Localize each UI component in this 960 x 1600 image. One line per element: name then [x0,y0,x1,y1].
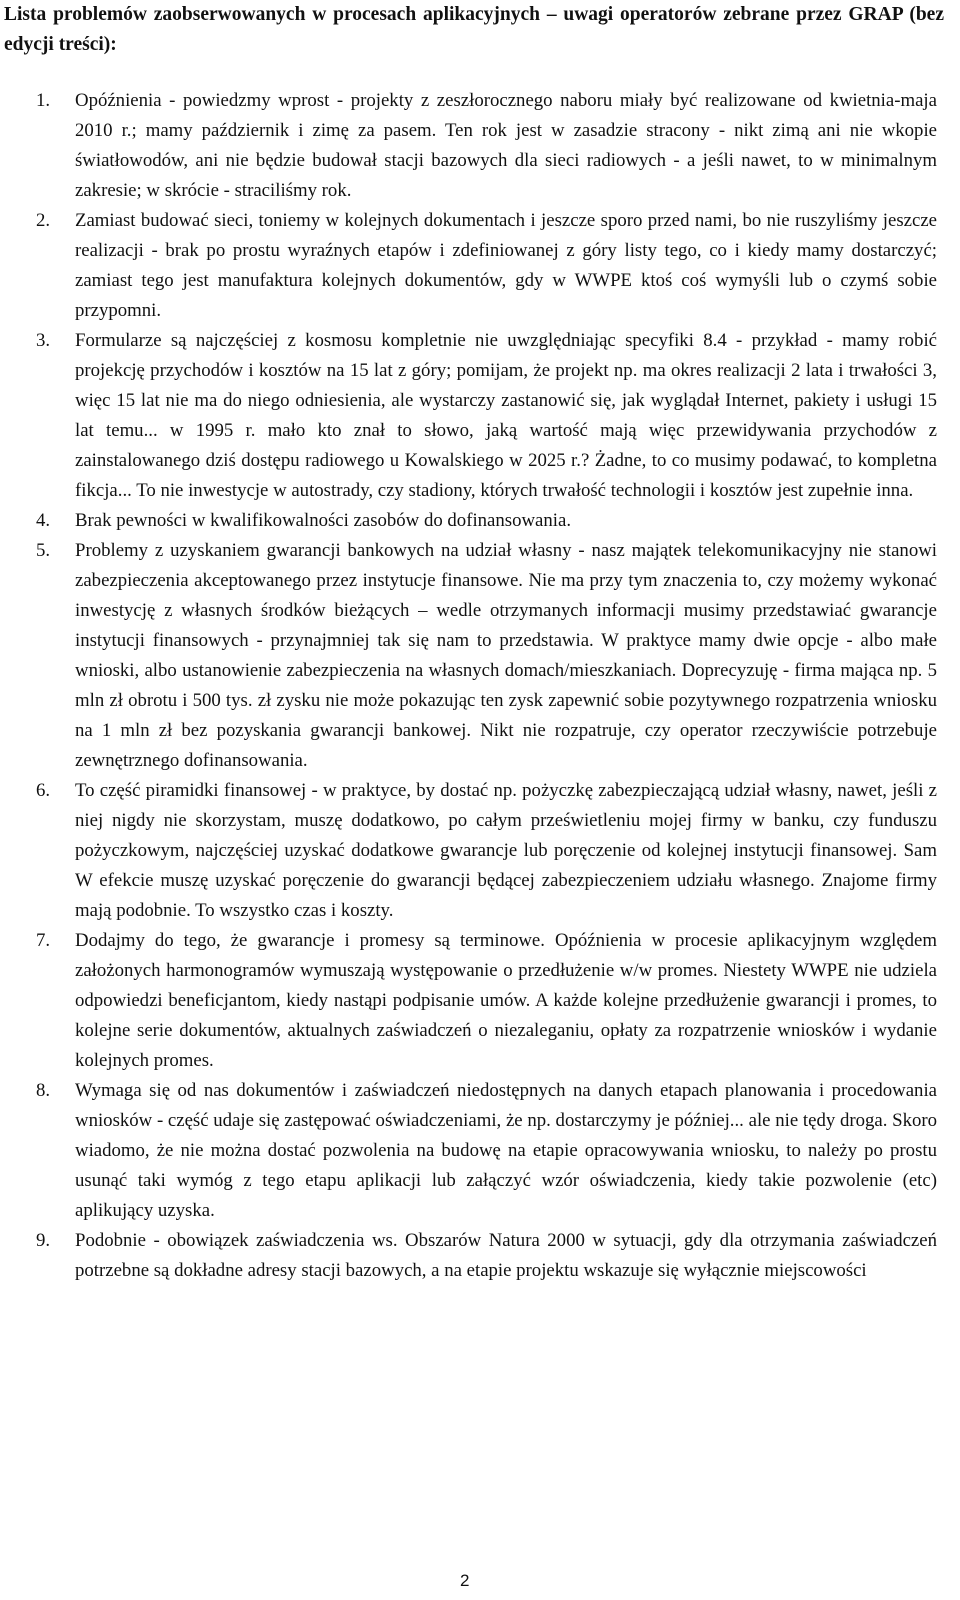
list-item-text: Opóźnienia - powiedzmy wprost - projekty z zeszłorocznego naboru miały być realizowane od kwietnia-maja 2010 r.; mamy październik i zimę za pasem. Ten rok jest w zasadzie stracony - nikt zimą ani nie wkopie światłowodów, ani nie będzie budował stacji bazowych dla sieci radiowych - a jeśli nawet, to w minimalnym zakresie; w skrócie - straciliśmy rok. [75,90,937,201]
list-item [0,1076,937,1226]
list-item-text: Wymaga się od nas dokumentów i zaświadczeń niedostępnych na danych etapach planowania i procedowania wniosków - część udaje się zastępować oświadczeniami, że np. dostarczymy je później... ale nie tędy droga. Skoro wiadomo, że nie można dostać pozwolenia na budowę na etapie opracowywania wniosku, to należy po prostu usunąć taki wymóg z tego etapu aplikacji lub załączyć wzór oświadczenia, kiedy takie pozwolenie (etc) aplikujący uzyska. [75,1080,937,1221]
list-item [0,926,937,1076]
list-item-text: To część piramidki finansowej - w praktyce, by dostać np. pożyczkę zabezpieczającą udział własny, nawet, jeśli z niej nigdy nie skorzystam, muszę dodatkowo, po całym prześwietleniu mojej firmy w banku, czy funduszu pożyczkowym, najczęściej uzyskać dodatkowe gwarancje lub poręczenie od kolejnej instytucji finansowej. Sam W efekcie muszę uzyskać poręczenie do gwarancji będącej zabezpieczeniem udziału własnego. Znajome firmy mają podobnie. To wszystko czas i koszty. [75,780,937,921]
list-item-number: 7. [36,930,51,951]
list-item-number: 5. [36,540,51,561]
list-item [0,326,937,506]
list-item-number: 4. [36,510,51,531]
list-item-text: Brak pewności w kwalifikowalności zasobów do dofinansowania. [75,510,572,531]
list-item [0,536,937,776]
list-item [0,206,937,326]
list-item [0,506,937,536]
problem-list [0,86,960,1286]
list-item-number: 2. [36,210,51,231]
document-heading: Lista problemów zaobserwowanych w procesach aplikacyjnych – uwagi operatorów zebrane przez GRAP (bez edycji treści): [4,4,944,55]
page-number: 2 [460,1571,470,1590]
list-item-number: 3. [36,330,51,351]
list-item [0,1226,937,1286]
list-item-text: Dodajmy do tego, że gwarancje i promesy są terminowe. Opóźnienia w procesie aplikacyjnym względem założonych harmonogramów wymuszają występowanie o przedłużenie w/w promes. Niestety WWPE nie udziela odpowiedzi beneficjantom, kiedy nastąpi podpisanie umów. A każde kolejne przedłużenie gwarancji i promes, to kolejne serie dokumentów, aktualnych zaświadczeń o niezaleganiu, opłaty za rozpatrzenie wniosków i wydanie kolejnych promes. [75,930,937,1071]
list-item-text: Podobnie - obowiązek zaświadczenia ws. Obszarów Natura 2000 w sytuacji, gdy dla otrzymania zaświadczeń potrzebne są dokładne adresy stacji bazowych, a na etapie projektu wskazuje się wyłącznie miejscowości [75,1230,937,1281]
list-item-text: Problemy z uzyskaniem gwarancji bankowych na udział własny - nasz majątek telekomunikacyjny nie stanowi zabezpieczenia akceptowanego przez instytucje finansowe. Nie ma przy tym znaczenia to, czy możemy wykonać inwestycję z własnych środków bieżących – wedle otrzymanych informacji musimy przedstawiać gwarancje instytucji finansowych - przynajmniej tak się nam to przedstawia. W praktyce mamy dwie opcje - albo małe wnioski, albo ustanowienie zabezpieczenia na własnych domach/mieszkaniach. Doprecyzuję - firma mająca np. 5 mln zł obrotu i 500 tys. zł zysku nie może pokazując ten zysk zapewnić sobie pozytywnego rozpatrzenia wniosku na 1 mln zł bez pozyskania gwarancji bankowej. Nikt nie rozpatruje, czy operator rzeczywiście potrzebuje zewnętrznego dofinansowania. [75,540,937,771]
list-item [0,776,937,926]
list-item-number: 9. [36,1230,51,1251]
list-item [0,86,937,206]
list-item-text: Zamiast budować sieci, toniemy w kolejnych dokumentach i jeszcze sporo przed nami, bo nie ruszyliśmy jeszcze realizacji - brak po prostu wyraźnych etapów i zdefiniowanej z góry listy tego, co i kiedy mamy dostarczyć; zamiast tego jest manufaktura kolejnych dokumentów, gdy w WWPE ktoś coś wymyśli lub o czymś sobie przypomni. [75,210,937,321]
list-item-text: Formularze są najczęściej z kosmosu kompletnie nie uwzględniając specyfiki 8.4 - przykład - mamy robić projekcję przychodów i kosztów na 15 lat z góry; pomijam, że projekt np. ma okres realizacji 2 lata i trwałości 3, więc 15 lat nie ma do niego odniesienia, ale wystarczy zastanowić się, jak wyglądał Internet, pakiety i usługi 15 lat temu... w 1995 r. mało kto znał to słowo, jaką wartość mają więc przewidywania przychodów z zainstalowanego dziś dostępu radiowego u Kowalskiego w 2025 r.? Żadne, to co musimy podawać, to kompletna fikcja... To nie inwestycje w autostrady, czy stadiony, których trwałość technologii i kosztów jest zupełnie inna. [75,330,937,501]
list-item-number: 6. [36,780,51,801]
list-item-number: 8. [36,1080,51,1101]
list-item-number: 1. [36,90,51,111]
